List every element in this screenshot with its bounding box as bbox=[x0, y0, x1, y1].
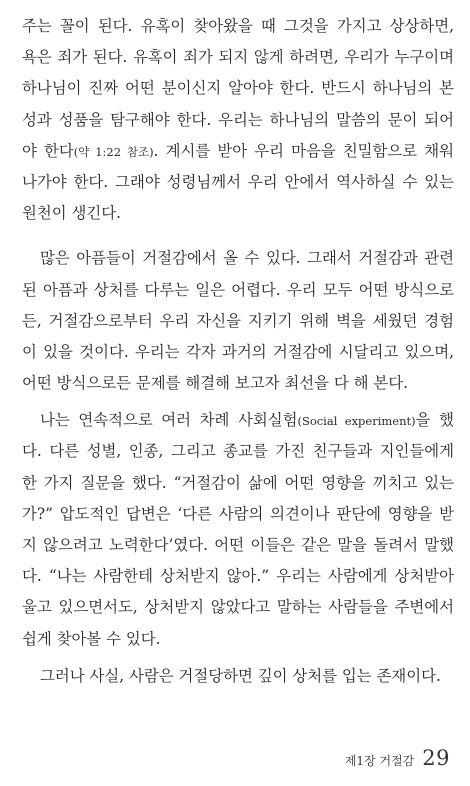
text-line: 다. 다른 성별, 인종, 그리고 종교를 가진 친구들과 지인들에게 bbox=[22, 442, 454, 461]
text-line: 든, 거절감으로부터 우리 자신을 지키기 위해 벽을 세웠던 경험 bbox=[22, 311, 454, 330]
text-line: 가?” 압도적인 답변은 ‘다른 사람의 의견이나 판단에 영향을 받 bbox=[22, 504, 454, 523]
text-line: 어떤 방식으로든 문제를 해결해 보고자 최선을 다 해 본다. bbox=[22, 374, 408, 393]
paragraph-4 bbox=[22, 661, 454, 692]
text-line: 쉽게 찾아볼 수 있다. bbox=[22, 629, 161, 648]
paragraph-2 bbox=[22, 243, 454, 399]
text-line: 그러나 사실, 사람은 거절당하면 깊이 상처를 입는 존재이다. bbox=[40, 666, 441, 685]
text-line: 나가야 한다. 그래야 성령님께서 우리 안에서 역사하실 수 있는 bbox=[22, 172, 454, 191]
page-footer bbox=[345, 746, 450, 770]
text-line: 원천이 생긴다. bbox=[22, 204, 121, 223]
chapter-title: 제1장 거절감 bbox=[344, 754, 415, 768]
text-line: 지 않으려고 노력한다’였다. 어떤 이들은 같은 말을 돌려서 말했 bbox=[22, 536, 454, 554]
text-run: . 계시를 받아 우리 마음을 친밀함으로 채워 bbox=[153, 141, 455, 160]
paragraph-3 bbox=[22, 405, 454, 655]
text-line: 이 있을 것이다. 우리는 각자 과거의 거절감에 시달리고 있으며, bbox=[22, 342, 454, 361]
text-line: 주는 꼴이 된다. 유혹이 찾아왔을 때 그것을 가지고 상상하면, bbox=[22, 17, 454, 35]
text-line: 욕은 죄가 된다. 유혹이 죄가 되지 않게 하려면, 우리가 누구이며 bbox=[22, 48, 454, 67]
text-line: 울고 있으면서도, 상처받지 않았다고 말하는 사람들을 주변에서 bbox=[22, 598, 454, 617]
text-run: 나는 연속적으로 여러 차례 사회실험 bbox=[40, 411, 298, 430]
text-line: 다. “나는 사람한테 상처받지 않아.” 우리는 사람에게 상처받아 bbox=[22, 567, 454, 586]
text-line bbox=[22, 136, 454, 167]
text-line: 하나님이 진짜 어떤 분이신지 알아야 한다. 반드시 하나님의 본 bbox=[22, 79, 454, 98]
paragraph-1 bbox=[22, 11, 454, 229]
page-number: 29 bbox=[422, 746, 450, 770]
english-term: (Social experiment) bbox=[297, 414, 416, 429]
text-line: 성과 성품을 탐구해야 한다. 우리는 하나님의 말씀의 문이 되어 bbox=[22, 110, 454, 129]
text-line: 한 가지 질문을 했다. “거절감이 삶에 어떤 영향을 끼치고 있는 bbox=[22, 473, 454, 492]
text-line bbox=[22, 405, 454, 436]
text-run: 을 했 bbox=[415, 411, 454, 430]
text-run: 야 한다 bbox=[22, 141, 74, 160]
text-line: 된 아픔과 상처를 다루는 일은 어렵다. 우리 모두 어떤 방식으로 bbox=[22, 280, 454, 299]
text-line: 많은 아픔들이 거절감에서 올 수 있다. 그래서 거절감과 관련 bbox=[40, 249, 454, 268]
page-body bbox=[22, 0, 454, 692]
scripture-reference: (약 1:22 참조) bbox=[73, 144, 154, 159]
